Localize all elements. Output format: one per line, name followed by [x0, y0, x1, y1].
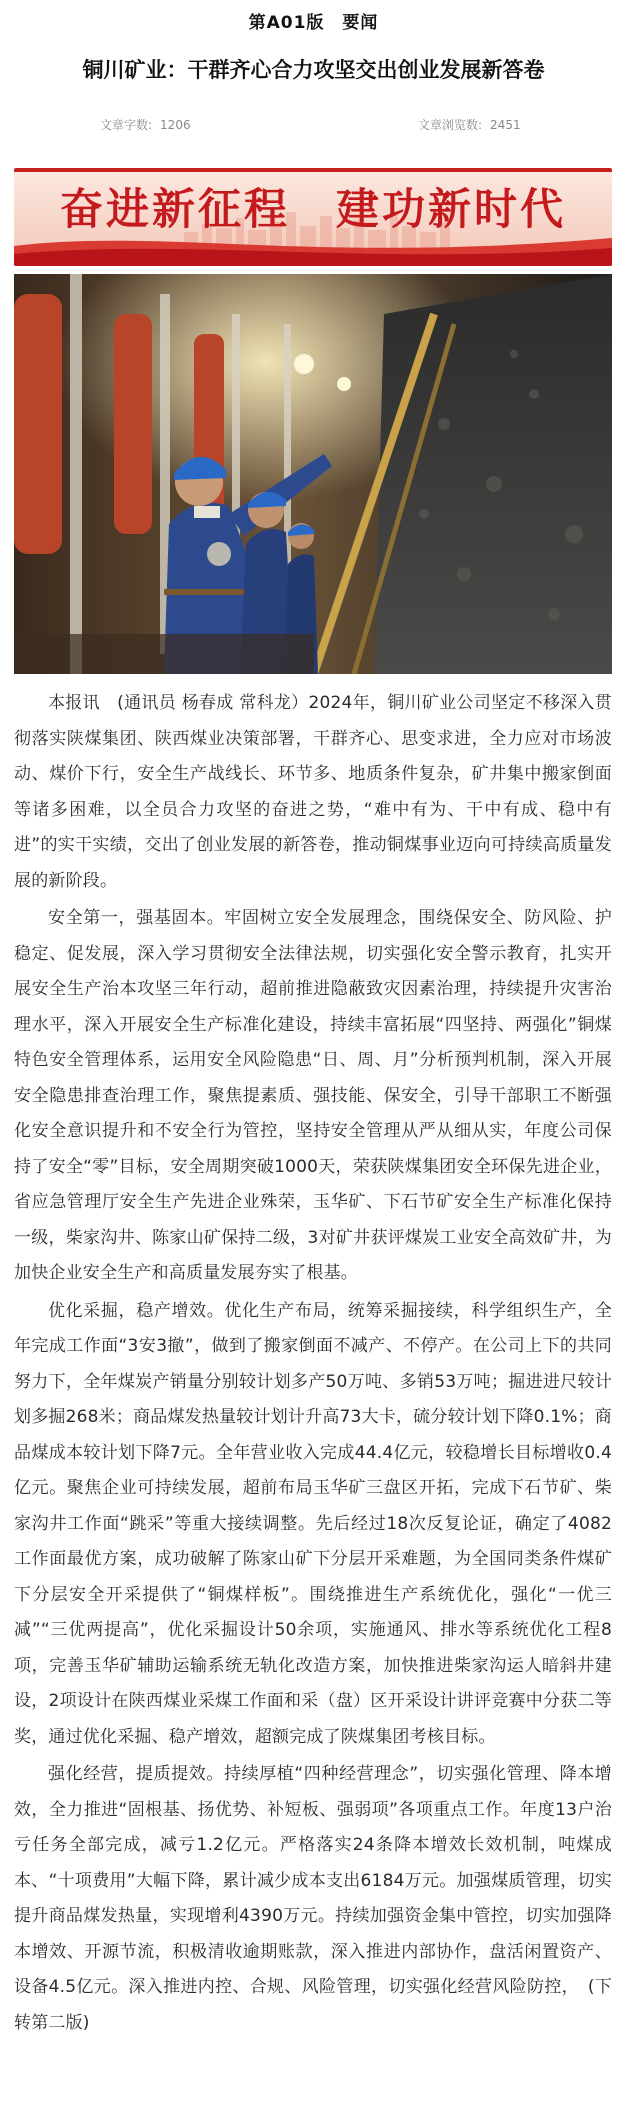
article-headline: 铜川矿业：干群齐心合力攻坚交出创业发展新答卷 [82, 58, 545, 82]
word-count-label: 文章字数: [100, 118, 153, 132]
banner-slogan-left: 奋进新征程 [60, 185, 290, 235]
view-count-label: 文章浏览数: [418, 118, 483, 132]
word-count [100, 116, 191, 133]
word-count-value: 1206 [160, 118, 191, 132]
article-paragraph-4: 强化经营，提质提效。持续厚植“四种经营理念”，切实强化管理、降本增效，全力推进“固根基、扬优势、补短板、强弱项”各项重点工作。年度13户治亏任务全部完成，减亏1.2亿元。严格落实24条降本增效长效机制，吨煤成本、“十项费用”大幅下降，累计减少成本支出6184万元。加强煤质管理，切实提升商品煤发热量，实现增利4390万元。持续加强资金集中管控，切实加强降本增效、开源节流，积极清收逾期账款，深入推进内部协作，盘活闲置资产、设备4.5亿元。深入推进内控、合规、风险管理，切实强化经营风险防控， (下转第二版) [14, 1764, 612, 2033]
slogan-banner [14, 168, 612, 266]
section-label: 第A01版 要闻 [248, 13, 379, 33]
view-count-value: 2451 [490, 118, 521, 132]
banner-slogan-right: 建功新时代 [336, 185, 566, 235]
article-paragraph-2: 安全第一，强基固本。牢固树立安全发展理念，围绕保安全、防风险、护稳定、促发展，深入学习贯彻安全法律法规，切实强化安全警示教育，扎实开展安全生产治本攻坚三年行动，超前推进隐蔽致灾因素治理，持续提升灾害治理水平，深入开展安全生产标准化建设，持续丰富拓展“四坚持、两强化”铜煤特色安全管理体系，运用安全风险隐患“日、周、月”分析预判机制，深入开展安全隐患排查治理工作，聚焦提素质、强技能、保安全，引导干部职工不断强化安全意识提升和不安全行为管控，坚持安全管理从严从细从实，年度公司保持了安全“零”目标，安全周期突破1000天，荣获陕煤集团安全环保先进企业，省应急管理厅安全生产先进企业殊荣，玉华矿、下石节矿安全生产标准化保持一级，柴家沟井、陈家山矿保持二级，3对矿井获评煤炭工业安全高效矿井，为加快企业安全生产和高质量发展夯实了根基。 [14, 908, 612, 1283]
photo-illustration [14, 274, 612, 674]
article-body [14, 686, 612, 2043]
banner-slogan [14, 176, 612, 237]
article-paragraph-3: 优化采掘，稳产增效。优化生产布局，统筹采掘接续，科学组织生产，全年完成工作面“3安3撤”，做到了搬家倒面不减产、不停产。在公司上下的共同努力下，全年煤炭产销量分别较计划多产50万吨、多销53万吨；掘进进尺较计划多掘268米；商品煤发热量较计划计升高73大卡，硫分较计划下降0.1%；商品煤成本较计划下降7元。全年营业收入完成44.4亿元，较稳增长目标增收0.4亿元。聚焦企业可持续发展，超前布局玉华矿三盘区开拓，完成下石节矿、柴家沟井工作面“跳采”等重大接续调整。先后经过18次反复论证，确定了4082工作面最优方案，成功破解了陈家山矿下分层开采难题，为全国同类条件煤矿下分层安全开采提供了“铜煤样板”。围绕推进生产系统优化，强化“一优三减”“三优两提高”，优化采掘设计50余项，实施通风、排水等系统优化工程8项，完善玉华矿辅助运输系统无轨化改造方案，加快推进柴家沟运人暗斜井建设，2项设计在陕西煤业采煤工作面和采（盘）区开采设计讲评竞赛中分获二等奖，通过优化采掘、稳产增效，超额完成了陕煤集团考核目标。 [14, 1300, 612, 1747]
news-photo-miners-inspecting-coal-face [14, 274, 612, 674]
article-paragraph-1: 本报讯 (通讯员 杨春成 常科龙）2024年，铜川矿业公司坚定不移深入贯彻落实陕煤集团、陕西煤业决策部署，干群齐心、思变求进，全力应对市场波动、煤价下行，安全生产战线长、环节多、地质条件复杂，矿井集中搬家倒面等诸多困难，以全员合力攻坚的奋进之势，“难中有为、干中有成、稳中有进”的实干实绩，交出了创业发展的新答卷，推动铜煤事业迈向可持续高质量发展的新阶段。 [14, 693, 612, 891]
view-count [418, 116, 521, 133]
